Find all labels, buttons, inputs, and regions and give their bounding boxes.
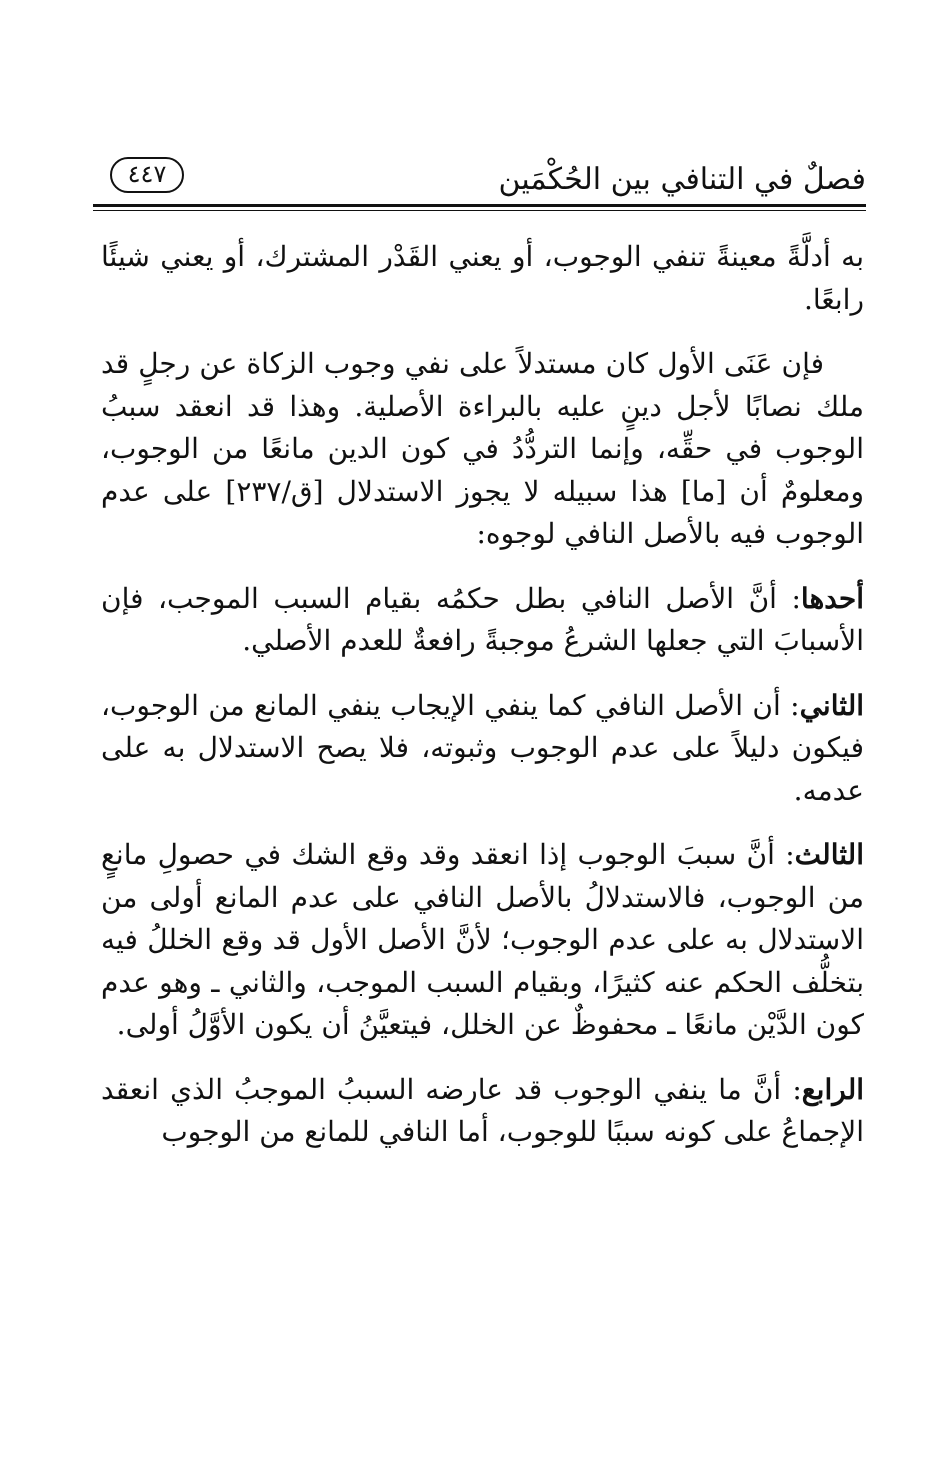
header-rule-thin <box>93 210 866 211</box>
point-label: أحدها <box>800 581 864 615</box>
paragraph-point-2 <box>101 685 864 813</box>
header-rule-thick <box>93 204 866 207</box>
paragraph-continuation <box>101 236 864 321</box>
paragraph-text: به أدلَّةً معينةً تنفي الوجوب، أو يعني القَدْر المشترك، أو يعني شيئًا رابعًا. <box>101 240 864 316</box>
body-text <box>101 236 864 1154</box>
point-label: الرابع <box>801 1072 865 1106</box>
paragraph-text: : أنَّ الأصل النافي بطل حكمُه بقيام السبب الموجب، فإن الأسبابَ التي جعلها الشرعُ موجبةً رافعةٌ للعدم الأصلي. <box>101 581 864 657</box>
paragraph-point-1 <box>101 578 864 663</box>
paragraph-text: فإن عَنَى الأول كان مستدلاً على نفي وجوب الزكاة عن رجلٍ قد ملك نصابًا لأجل دينٍ عليه بالبراءة الأصلية. وهذا قد انعقد سببُ الوجوب في حقِّه، وإنما التردُّدُ في كون الدين مانعًا من الوجوب، ومعلومٌ أن [ما] هذا سبيله لا يجوز الاستدلال [ق/٢٣٧] على عدم الوجوب فيه بالأصل النافي لوجوه: <box>101 347 864 550</box>
paragraph-point-4 <box>101 1069 864 1154</box>
paragraph-point-3 <box>101 834 864 1047</box>
point-label: الثاني <box>799 688 864 722</box>
paragraph-text: : أن الأصل النافي كما ينفي الإيجاب ينفي المانع من الوجوب، فيكون دليلاً على عدم الوجوب وثبوته، فلا يصح الاستدلال به على عدمه. <box>101 688 864 807</box>
paragraph-argument <box>101 343 864 556</box>
chapter-title: فصلٌ في التنافي بين الحُكْمَين <box>498 162 866 197</box>
paragraph-text: : أنَّ سببَ الوجوب إذا انعقد وقد وقع الشك في حصولِ مانعٍ من الوجوب، فالاستدلالُ بالأصل النافي على عدم المانع أولى من الاستدلال به على عدم الوجوب؛ لأنَّ الأصل الأول قد وقع الخللُ فيه بتخلُّف الحكم عنه كثيرًا، وبقيام السبب الموجب، والثاني ـ وهو عدم كون الدَّيْن مانعًا ـ محفوظٌ عن الخلل، فيتعيَّنُ أن يكون الأوَّلُ أولى. <box>101 838 865 1041</box>
page-number-badge: ٤٤٧ <box>110 157 184 193</box>
running-header <box>96 155 866 199</box>
point-label: الثالث <box>794 838 864 871</box>
paragraph-text: : أنَّ ما ينفي الوجوب قد عارضه السببُ الموجبُ الذي انعقد الإجماعُ على كونه سببًا للوجوب، أما النافي للمانع من الوجوب <box>101 1072 864 1148</box>
